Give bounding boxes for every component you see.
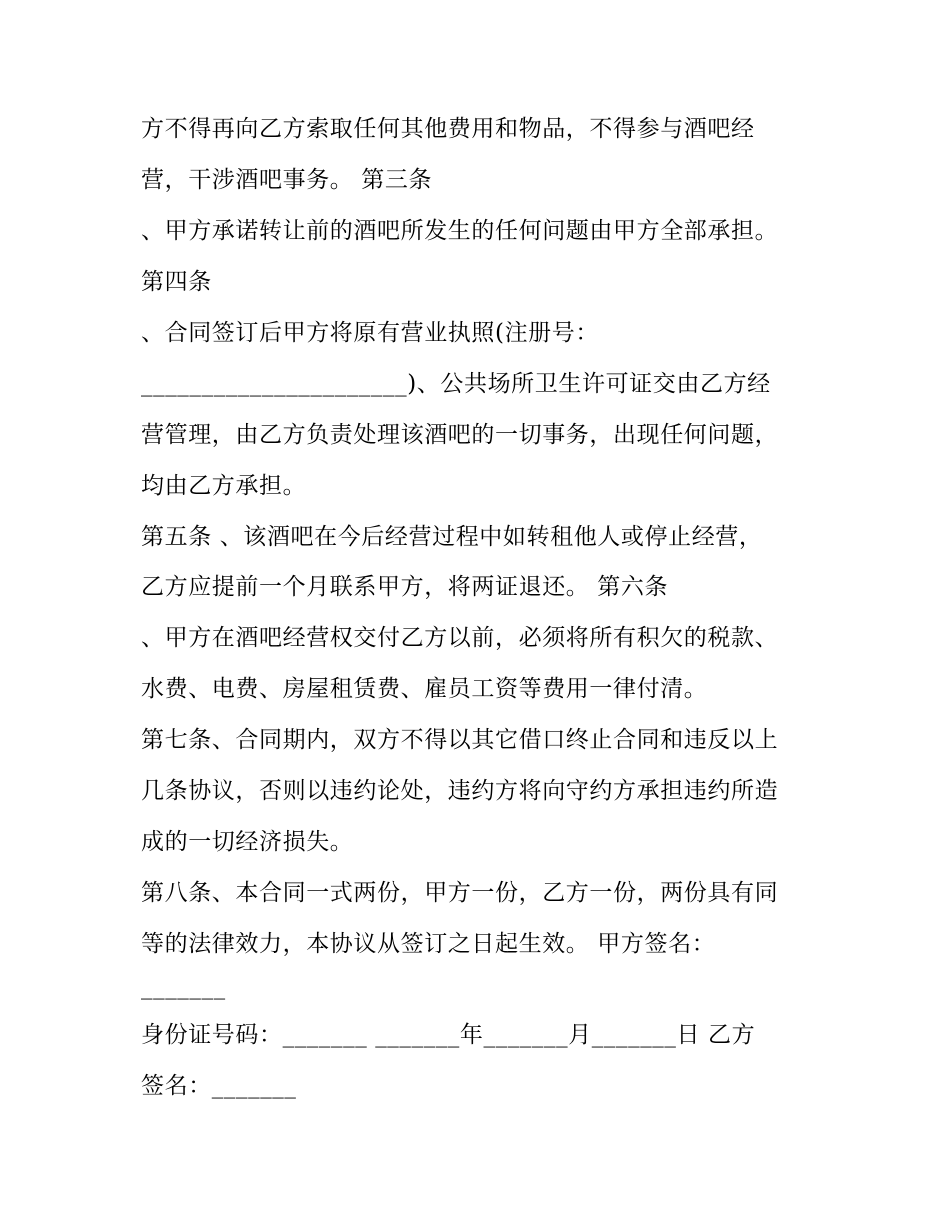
text-line-10: 乙方应提前一个月联系甲方，将两证退还。 第六条 (141, 574, 669, 600)
text-line-1: 方不得再向乙方索取任何其他费用和物品，不得参与酒吧经 (141, 116, 755, 142)
text-line-5: 、合同签订后甲方将原有营业执照(注册号： (141, 320, 599, 346)
text-line-3: 、甲方承诺转让前的酒吧所发生的任何问题由甲方全部承担。 (141, 218, 779, 244)
text-line-19: 身份证号码：_______ _______年_______月_______日 乙方 (141, 1022, 756, 1048)
text-line-2: 营，干涉酒吧事务。 第三条 (141, 167, 433, 193)
text-line-11: 、甲方在酒吧经营权交付乙方以前，必须将所有积欠的税款、 (141, 625, 779, 651)
text-line-17: 等的法律效力，本协议从签订之日起生效。 甲方签名： (141, 931, 716, 957)
text-line-14: 几条协议，否则以违约论处，违约方将向守约方承担违约所造 (141, 778, 779, 804)
text-line-9: 第五条 、该酒吧在今后经营过程中如转租他人或停止经营， (141, 524, 763, 550)
text-line-6: ______________________)、公共场所卫生许可证交由乙方经 (141, 371, 771, 397)
text-line-20: 签名：_______ (141, 1073, 297, 1099)
text-line-8: 均由乙方承担。 (141, 473, 307, 499)
text-line-15: 成的一切经济损失。 (141, 829, 354, 855)
text-line-13: 第七条、合同期内，双方不得以其它借口终止合同和违反以上 (141, 727, 779, 753)
text-line-16: 第八条、本合同一式两份，甲方一份，乙方一份，两份具有同 (141, 880, 779, 906)
text-line-4: 第四条 (141, 269, 212, 295)
text-line-7: 营管理，由乙方负责处理该酒吧的一切事务，出现任何问题， (141, 422, 779, 448)
text-line-12: 水费、电费、房屋租赁费、雇员工资等费用一律付清。 (141, 676, 708, 702)
text-line-18: _______ (141, 974, 226, 1000)
